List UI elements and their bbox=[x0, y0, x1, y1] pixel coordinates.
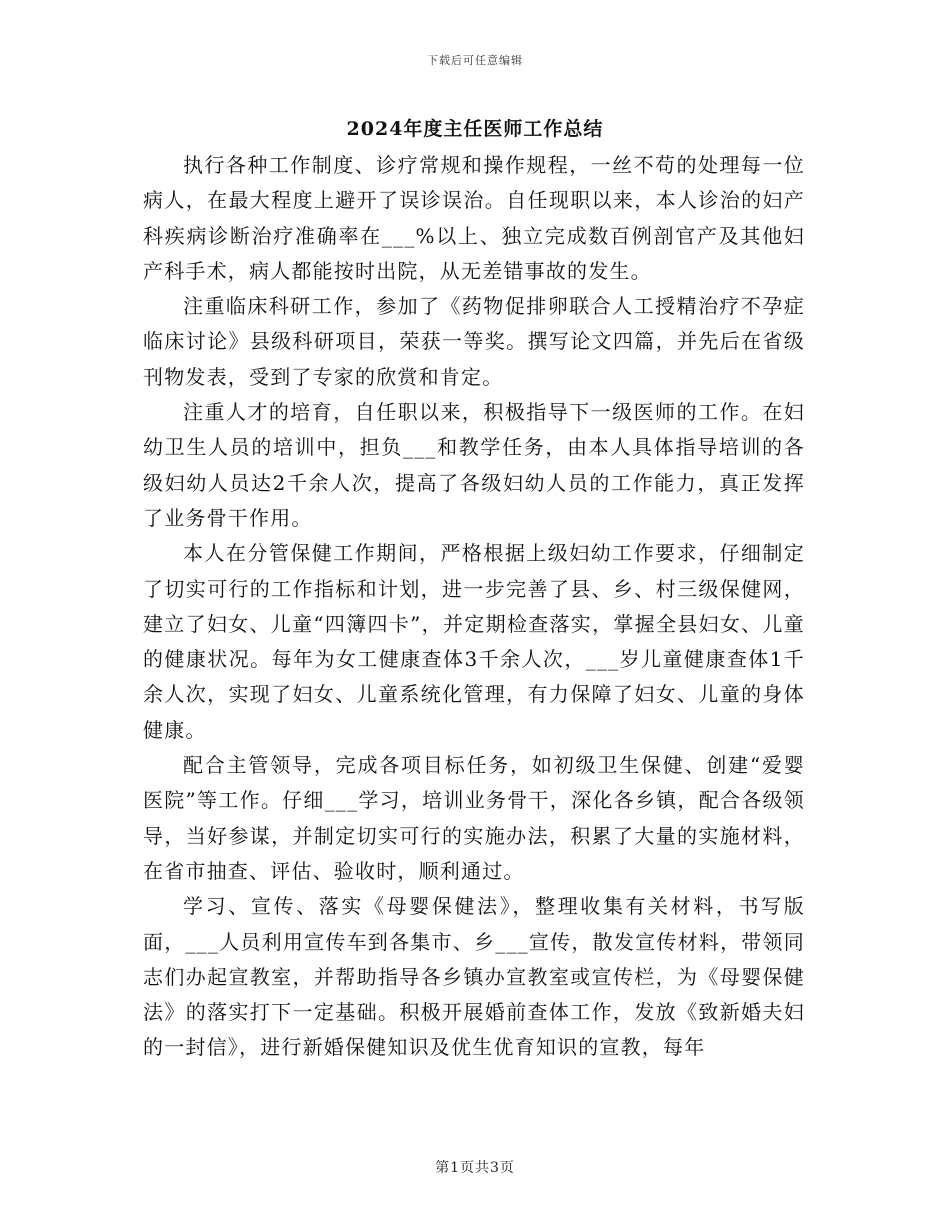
header-note: 下载后可任意编辑 bbox=[427, 54, 523, 67]
paragraph: 本人在分管保健工作期间，严格根据上级妇幼工作要求，仔细制定了切实可行的工作指标和计划，进一步完善了县、乡、村三级保健网，建立了妇女、儿童“四簿四卡”，并定期检查落实，掌握全县妇女、儿童的健康状况。每年为女工健康查体3千余人次，___岁儿童健康查体1千余人次，实现了妇女、儿童系统化管理，有力保障了妇女、儿童的身体健康。 bbox=[143, 541, 805, 742]
paragraph: 配合主管领导，完成各项目标任务，如初级卫生保健、创建“爱婴医院”等工作。仔细___学习，培训业务骨干，深化各乡镇，配合各级领导，当好参谋，并制定切实可行的实施办法，积累了大量的实施材料，在省市抽查、评估、验收时，顺利通过。 bbox=[143, 753, 805, 883]
page-number: 第1页共3页 bbox=[435, 1160, 515, 1176]
document-title: 2024年度主任医师工作总结 bbox=[346, 118, 604, 140]
paragraph: 执行各种工作制度、诊疗常规和操作规程，一丝不苟的处理每一位病人，在最大程度上避开了误诊误治。自任现职以来，本人诊治的妇产科疾病诊断治疗准确率在___%以上、独立完成数百例剖官产及其他妇产科手术，病人都能按时出院，从无差错事故的发生。 bbox=[143, 153, 805, 283]
document-body bbox=[143, 148, 805, 1066]
paragraph: 注重临床科研工作，参加了《药物促排卵联合人工授精治疗不孕症临床讨论》县级科研项目，荣获一等奖。撰写论文四篇，并先后在省级刊物发表，受到了专家的欣赏和肯定。 bbox=[143, 294, 805, 389]
paragraph: 注重人才的培育，自任职以来，积极指导下一级医师的工作。在妇幼卫生人员的培训中，担负___和教学任务，由本人具体指导培训的各级妇幼人员达2千余人次，提高了各级妇幼人员的工作能力，真正发挥了业务骨干作用。 bbox=[143, 400, 805, 530]
paragraph: 学习、宣传、落实《母婴保健法》，整理收集有关材料，书写版面，___人员利用宣传车到各集市、乡___宣传，散发宣传材料，带领同志们办起宣教室，并帮助指导各乡镇办宣教室或宣传栏，为《母婴保健法》的落实打下一定基础。积极开展婚前查体工作，发放《致新婚夫妇的一封信》，进行新婚保健知识及优生优育知识的宣教，每年 bbox=[143, 894, 805, 1060]
